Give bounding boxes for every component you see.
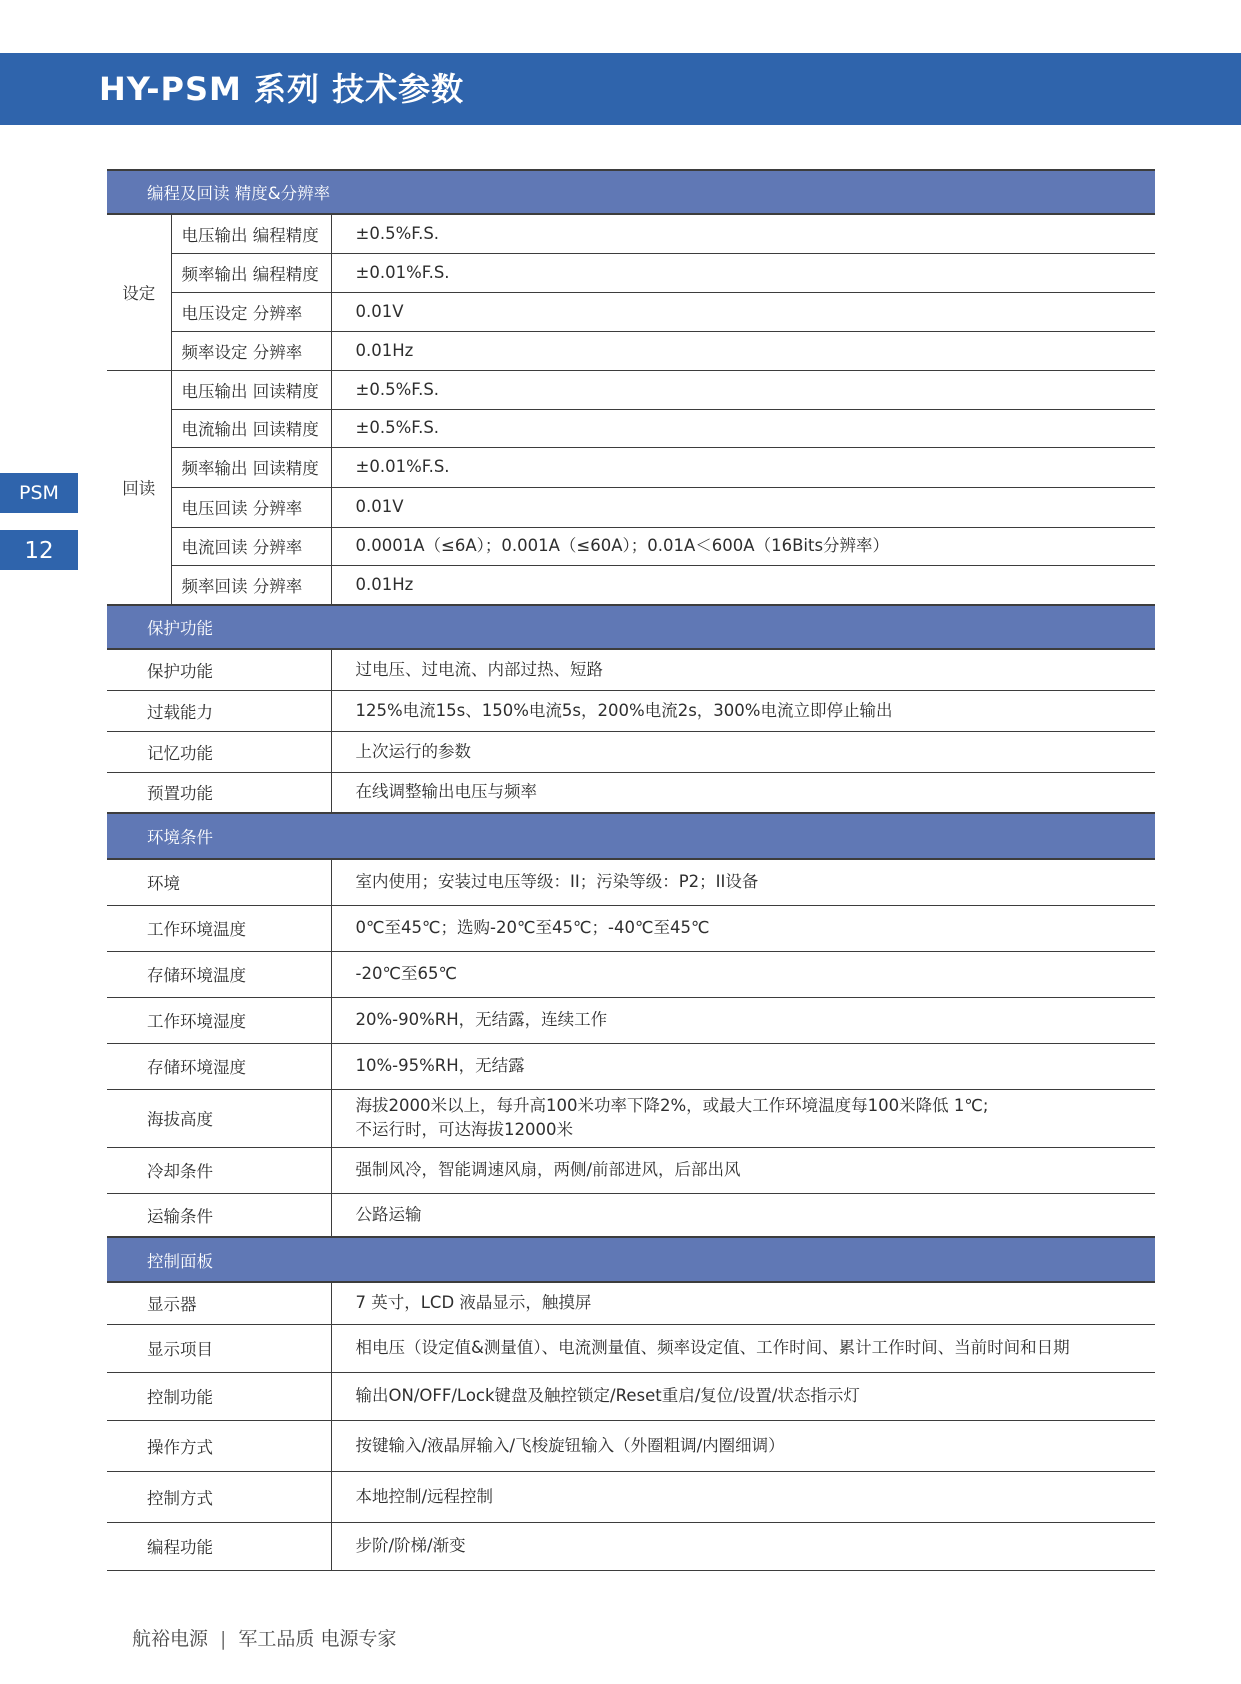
row-label: 操作方式 xyxy=(107,1420,331,1471)
table-row xyxy=(107,1089,1155,1147)
row-value: ±0.01%F.S. xyxy=(331,447,1155,487)
table-row xyxy=(107,951,1155,997)
row-label: 电压输出 编程精度 xyxy=(171,214,331,253)
table-row xyxy=(107,292,1155,331)
title-banner xyxy=(0,53,1241,125)
series-tab: PSM xyxy=(0,473,78,513)
section-title: 控制面板 xyxy=(107,1237,1155,1282)
table-row xyxy=(107,1043,1155,1089)
table-row xyxy=(107,527,1155,565)
row-value: ±0.01%F.S. xyxy=(331,253,1155,292)
row-label: 运输条件 xyxy=(107,1193,331,1237)
footer-slogan: 军工品质 电源专家 xyxy=(238,1628,397,1650)
table-row xyxy=(107,487,1155,527)
row-label: 控制方式 xyxy=(107,1471,331,1522)
row-value: 125%电流15s、150%电流5s，200%电流2s，300%电流立即停止输出 xyxy=(331,690,1155,731)
row-label: 电压输出 回读精度 xyxy=(171,370,331,409)
row-value: 输出ON/OFF/Lock键盘及触控锁定/Reset重启/复位/设置/状态指示灯 xyxy=(331,1372,1155,1420)
table-row xyxy=(107,409,1155,447)
row-label: 电流输出 回读精度 xyxy=(171,409,331,447)
table-row xyxy=(107,905,1155,951)
table-row xyxy=(107,1193,1155,1237)
row-label: 过载能力 xyxy=(107,690,331,731)
group-label-readback: 回读 xyxy=(107,370,171,605)
row-label: 工作环境温度 xyxy=(107,905,331,951)
footer-separator: | xyxy=(220,1628,227,1650)
row-value: -20℃至65℃ xyxy=(331,951,1155,997)
row-label: 显示器 xyxy=(107,1282,331,1324)
table-row xyxy=(107,859,1155,905)
footer-brand: 航裕电源 xyxy=(132,1628,209,1650)
row-label: 存储环境温度 xyxy=(107,951,331,997)
row-label: 控制功能 xyxy=(107,1372,331,1420)
table-row xyxy=(107,772,1155,813)
row-label: 工作环境湿度 xyxy=(107,997,331,1043)
row-value: 上次运行的参数 xyxy=(331,731,1155,772)
row-label: 显示项目 xyxy=(107,1324,331,1372)
table-row xyxy=(107,253,1155,292)
row-label: 频率输出 编程精度 xyxy=(171,253,331,292)
row-value: ±0.5%F.S. xyxy=(331,214,1155,253)
table-row xyxy=(107,1324,1155,1372)
table-row xyxy=(107,690,1155,731)
row-value: 20%-90%RH，无结露，连续工作 xyxy=(331,997,1155,1043)
row-value: 7 英寸，LCD 液晶显示，触摸屏 xyxy=(331,1282,1155,1324)
row-label: 海拔高度 xyxy=(107,1089,331,1147)
table-row xyxy=(107,331,1155,370)
row-value: 相电压（设定值&测量值）、电流测量值、频率设定值、工作时间、累计工作时间、当前时间和日期 xyxy=(331,1324,1155,1372)
row-label: 电压回读 分辨率 xyxy=(171,487,331,527)
table-row xyxy=(107,565,1155,605)
row-value: 强制风冷，智能调速风扇，两侧/前部进风，后部出风 xyxy=(331,1147,1155,1193)
table-row xyxy=(107,997,1155,1043)
row-label: 频率设定 分辨率 xyxy=(171,331,331,370)
section-header-control xyxy=(107,1237,1155,1282)
table-row xyxy=(107,1522,1155,1570)
row-value: 在线调整输出电压与频率 xyxy=(355,782,537,802)
row-value-line: 海拔2000米以上，每升高100米功率下降2%，或最大工作环境温度每100米降低 1℃; xyxy=(355,1096,989,1115)
row-value: 0.01V xyxy=(331,487,1155,527)
row-value: 10%-95%RH，无结露 xyxy=(331,1043,1155,1089)
row-value: 0.01Hz xyxy=(355,574,414,594)
section-title: 环境条件 xyxy=(107,813,1155,859)
row-label: 频率回读 分辨率 xyxy=(171,565,331,605)
row-label: 电流回读 分辨率 xyxy=(171,527,331,565)
table-row xyxy=(107,370,1155,409)
table-row xyxy=(107,649,1155,690)
footer xyxy=(132,1624,396,1651)
spec-table xyxy=(107,169,1155,1571)
row-value xyxy=(331,1089,1155,1147)
row-value: 公路运输 xyxy=(355,1204,422,1224)
row-value: 0℃至45℃；选购-20℃至45℃；-40℃至45℃ xyxy=(331,905,1155,951)
row-label: 电压设定 分辨率 xyxy=(171,292,331,331)
section-title: 编程及回读 精度&分辨率 xyxy=(107,170,1155,214)
row-value: 步阶/阶梯/渐变 xyxy=(331,1522,1155,1570)
row-label: 编程功能 xyxy=(107,1522,331,1570)
table-row xyxy=(107,1282,1155,1324)
row-value: 本地控制/远程控制 xyxy=(331,1471,1155,1522)
row-value: 0.01V xyxy=(331,292,1155,331)
row-label: 存储环境湿度 xyxy=(107,1043,331,1089)
section-header-accuracy xyxy=(107,170,1155,214)
row-label: 环境 xyxy=(107,859,331,905)
table-row xyxy=(107,1147,1155,1193)
row-value: 按键输入/液晶屏输入/飞梭旋钮输入（外圈粗调/内圈细调） xyxy=(331,1420,1155,1471)
row-value: 0.01Hz xyxy=(331,331,1155,370)
page-number-tab: 12 xyxy=(0,530,78,570)
table-row xyxy=(107,214,1155,253)
row-label: 冷却条件 xyxy=(107,1147,331,1193)
table-row xyxy=(107,1420,1155,1471)
row-value: 室内使用；安装过电压等级：II；污染等级：P2；II设备 xyxy=(331,859,1155,905)
page-title: HY-PSM 系列 技术参数 xyxy=(99,70,465,108)
row-value-line: 不运行时，可达海拔12000米 xyxy=(355,1120,573,1139)
row-label: 保护功能 xyxy=(107,649,331,690)
row-value: ±0.5%F.S. xyxy=(331,409,1155,447)
row-value: 过电压、过电流、内部过热、短路 xyxy=(331,649,1155,690)
row-label: 频率输出 回读精度 xyxy=(171,447,331,487)
table-row xyxy=(107,447,1155,487)
row-value: ±0.5%F.S. xyxy=(331,370,1155,409)
row-label: 预置功能 xyxy=(107,772,331,813)
section-header-environment xyxy=(107,813,1155,859)
row-label: 记忆功能 xyxy=(107,731,331,772)
group-label-set: 设定 xyxy=(107,214,171,370)
section-title: 保护功能 xyxy=(107,605,1155,649)
section-header-protection xyxy=(107,605,1155,649)
table-row xyxy=(107,1372,1155,1420)
table-row xyxy=(107,1471,1155,1522)
table-row xyxy=(107,731,1155,772)
row-value: 0.0001A（≤6A）；0.001A（≤60A）；0.01A＜600A（16Bits分辨率） xyxy=(331,527,1155,565)
